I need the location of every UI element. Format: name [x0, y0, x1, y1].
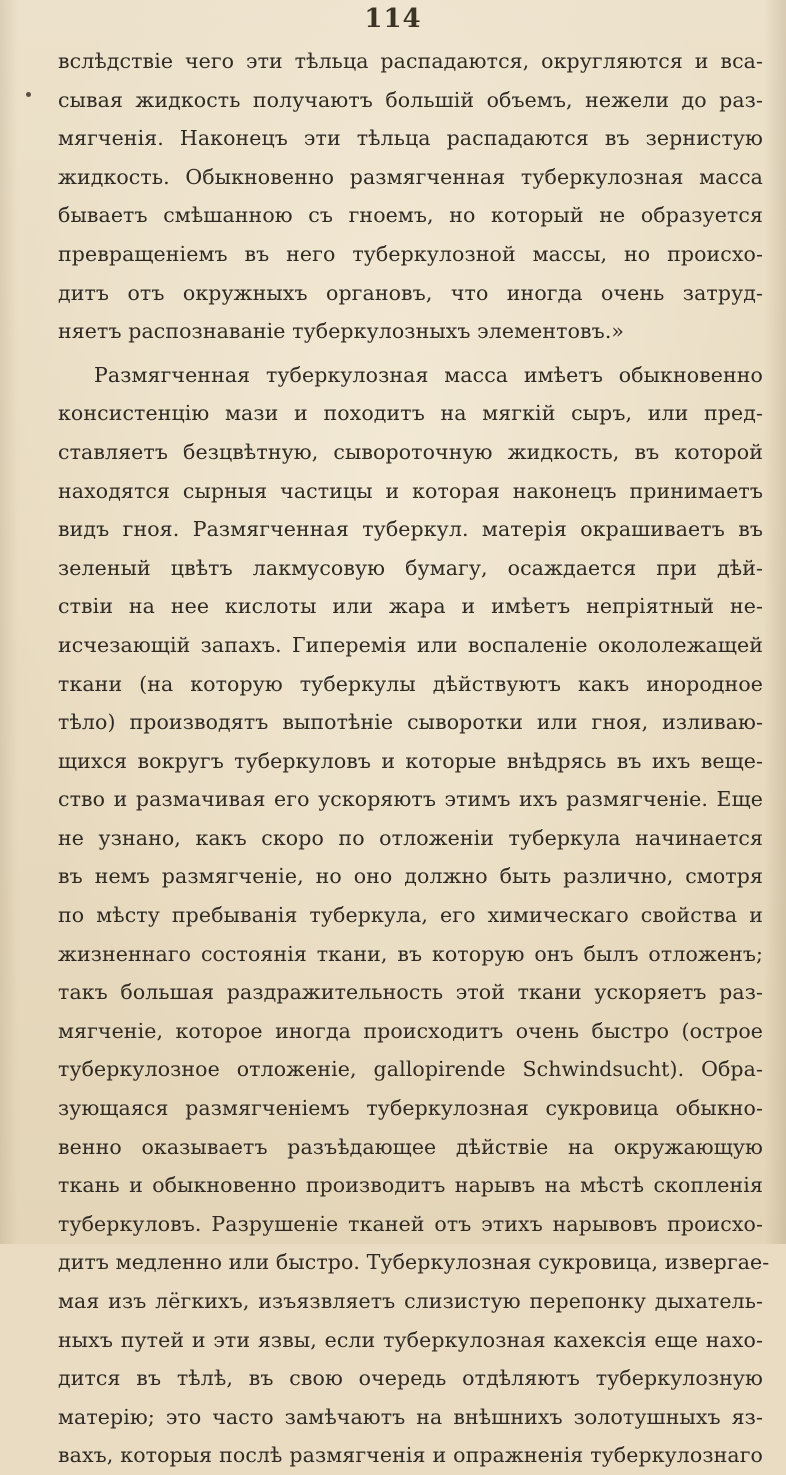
- page-number: 114: [364, 4, 422, 34]
- text-line: ныхъ путей и эти язвы, если туберкулозная кахексія еще нахо-: [58, 1327, 763, 1352]
- text-line: матерію; это часто замѣчаютъ на внѣшнихъ золотушныхъ яз-: [58, 1404, 763, 1429]
- text-line: венно оказываетъ разъѣдающее дѣйствіе на окружающую: [58, 1134, 763, 1159]
- text-line: Размягченная туберкулозная масса имѣетъ обыкновенно: [94, 362, 763, 387]
- text-line: дится въ тѣлѣ, въ свою очередь отдѣляютъ туберкулозную: [58, 1366, 763, 1391]
- text-line: въ немъ размягченіе, но оно должно быть различно, смотря: [58, 864, 763, 889]
- text-line: такъ большая раздражительность этой ткани ускоряетъ раз-: [58, 980, 763, 1005]
- text-line: няетъ распознаваніе туберкулозныхъ элементовъ.»: [58, 319, 625, 344]
- text-line: туберкулозное отложеніе, gallopirende Schwindsucht). Обра-: [58, 1057, 763, 1082]
- page-gutter-shadow: [0, 0, 18, 1244]
- text-line: видъ гноя. Размягченная туберкул. матерія окрашиваетъ въ: [58, 517, 763, 542]
- text-line: зеленый цвѣтъ лакмусовую бумагу, осаждается при дѣй-: [58, 555, 763, 580]
- margin-mark: [26, 92, 31, 97]
- text-line: ткань и обыкновенно производитъ нарывъ на мѣстѣ скопленія: [58, 1173, 763, 1198]
- text-line: ство и размачивая его ускоряютъ этимъ ихъ размягченіе. Еще: [58, 787, 763, 812]
- text-line: по мѣсту пребыванія туберкула, его химическаго свойства и: [58, 903, 763, 928]
- text-line: мягченіе, которое иногда происходитъ очень быстро (острое: [58, 1018, 763, 1043]
- text-line: жизненнаго состоянія ткани, въ которую онъ былъ отложенъ;: [58, 941, 763, 966]
- text-line: бываетъ смѣшанною съ гноемъ, но который не образуется: [58, 203, 763, 228]
- text-line: не узнано, какъ скоро по отложеніи туберкула начинается: [58, 825, 763, 850]
- text-line: туберкуловъ. Разрушеніе тканей отъ этихъ нарывовъ происхо-: [58, 1211, 763, 1236]
- text-line: мая изъ лёгкихъ, изъязвляетъ слизистую перепонку дыхатель-: [58, 1289, 763, 1313]
- text-line: зующаяся размягченіемъ туберкулозная сукровица обыкно-: [58, 1096, 763, 1121]
- text-line: консистенцію мази и походитъ на мягкій сыръ, или пред-: [58, 401, 763, 426]
- text-line: щихся вокругъ туберкуловъ и которые внѣдрясь въ ихъ веще-: [58, 748, 763, 773]
- text-line: жидкость. Обыкновенно размягченная туберкулозная масса: [58, 164, 763, 189]
- text-line: ставляетъ безцвѣтную, сывороточную жидкость, въ которой: [58, 439, 763, 464]
- text-line: находятся сырныя частицы и которая наконецъ принимаетъ: [58, 478, 763, 503]
- text-line: вслѣдствіе чего эти тѣльца распадаются, округляются и вса-: [58, 49, 763, 73]
- page-edge-shadow: [764, 0, 786, 1244]
- text-line: дитъ медленно или быстро. Туберкулозная сукровица, извергае-: [58, 1250, 770, 1275]
- text-line: дитъ отъ окружныхъ органовъ, что иногда очень затруд-: [58, 280, 763, 305]
- text-line: сывая жидкость получаютъ большій объемъ, нежели до раз-: [58, 87, 763, 112]
- body-text: [58, 42, 770, 1475]
- text-line: ткани (на которую туберкулы дѣйствуютъ какъ инородное: [58, 671, 763, 696]
- text-line: тѣло) производятъ выпотѣніе сыворотки или гноя, изливаю-: [58, 710, 763, 735]
- text-line: превращеніемъ въ него туберкулозной массы, но происхо-: [58, 241, 763, 266]
- text-line: мягченія. Наконецъ эти тѣльца распадаются въ зернистую: [58, 126, 763, 151]
- text-line: ствіи на нее кислоты или жара и имѣетъ непріятный не-: [58, 594, 763, 619]
- text-line: вахъ, которыя послѣ размягченія и опражненія туберкулознаго: [58, 1443, 763, 1468]
- text-line: исчезающій запахъ. Гиперемія или воспаленіе окололежащей: [58, 632, 763, 657]
